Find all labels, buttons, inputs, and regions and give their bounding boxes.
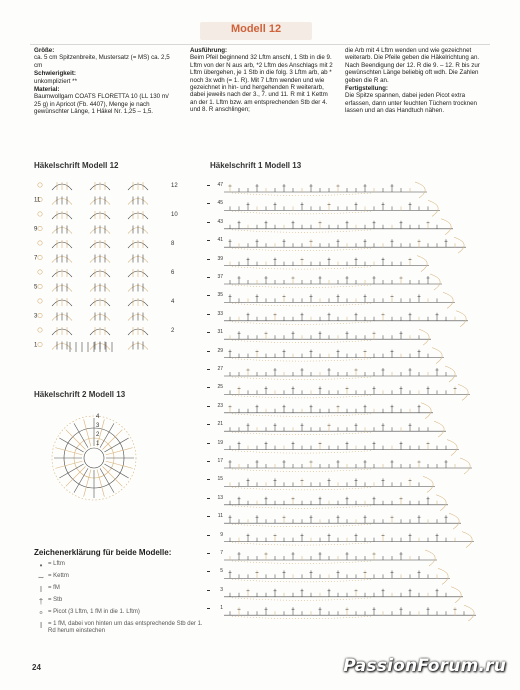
finishing-text: Die Spitze spannen, dabei jeden Picot extra erfassen, dann unter feuchten Tüchern trocknen lassen und an das Handtuch nähen. <box>345 92 477 115</box>
chart3-row-number: 3 <box>209 587 223 593</box>
info-column-right <box>345 47 490 116</box>
chart1-row-number: 12 <box>171 183 178 189</box>
chart3-row-number: 21 <box>209 421 223 427</box>
legend-text: = Kettm <box>48 573 69 579</box>
legend-item <box>34 561 204 570</box>
legend-symbol: • <box>39 561 43 570</box>
legend-symbol: ᵒ <box>39 609 43 618</box>
chart3-row-number: 19 <box>209 440 223 446</box>
legend-item <box>34 609 204 618</box>
chart3-row-number: 31 <box>209 329 223 335</box>
legend-item <box>34 621 204 635</box>
chart1-row-number: 6 <box>171 270 175 276</box>
page-number: 24 <box>32 663 41 672</box>
legend-item <box>34 597 204 606</box>
chart1-row-number: 8 <box>171 241 175 247</box>
finishing-label: Fertigstellung: <box>345 85 388 93</box>
chart3-title: Häkelschrift 1 Modell 13 <box>210 161 302 170</box>
difficulty-label: Schwierigkeit: <box>34 70 76 78</box>
chart3-row-number: 11 <box>209 513 223 519</box>
chart3-row-number: 45 <box>209 200 223 206</box>
continuation-text: die Arb mit 4 Lftm wenden und wie gezeichnet weiterarb. Die Pfeile geben die Häkelrichtung an. Nach Beendigung der 12. R die 9. – 12. R bis zur gewünschten Länge beliebig oft wdh. Die Zahlen geben die R an. <box>345 47 480 84</box>
material-label: Material: <box>34 86 60 94</box>
chart2-round-number: 2 <box>96 432 100 438</box>
size-label: Größe: <box>34 47 55 54</box>
chart2-round-number: 4 <box>96 414 100 420</box>
legend-text: = Lftm <box>48 561 65 567</box>
legend-text: = 1 fM, dabei von hinten um das entsprechende Stb der 1. Rd herum einstechen <box>48 621 203 634</box>
crochet-chart-modell-12 <box>30 172 180 357</box>
chart3-row-numbers <box>209 178 223 618</box>
legend-text: = Stb <box>48 597 63 603</box>
legend-symbol: † <box>38 597 44 606</box>
difficulty-text: unkompliziert ** <box>34 77 77 85</box>
chart3-row-number: 1 <box>209 605 223 611</box>
chart1-title: Häkelschrift Modell 12 <box>34 161 119 170</box>
chart3-row-number: 37 <box>209 274 223 280</box>
material-text: Baumwollgarn COATS FLORETTA 10 (LL 130 m/ 25 g) in Apricot (Fb. 4407), Menge je nach gewünschter Länge, 1 Häkel Nr. 1,25 – 1,5. <box>34 93 169 116</box>
info-column-middle <box>190 47 335 115</box>
chart3-row-number: 13 <box>209 495 223 501</box>
legend-symbol: ∼ <box>37 573 45 582</box>
chart1-row-number: 1 <box>34 342 38 349</box>
chart3-row-number: 43 <box>209 219 223 225</box>
chart3-row-number: 17 <box>209 458 223 464</box>
legend-heading: Zeichenerklärung für beide Modelle: <box>34 548 172 557</box>
chart3-row-number: 25 <box>209 384 223 390</box>
chart2-round-number: 3 <box>96 423 100 429</box>
site-watermark: PassionForum.ru <box>343 656 506 676</box>
crochet-chart-modell-13-round <box>34 400 164 510</box>
legend-text: = Picot (3 Lftm, 1 fM in die 1. Lftm) <box>48 609 140 615</box>
chart1-row-number: 3 <box>34 313 38 320</box>
title-banner <box>200 22 312 40</box>
chart3-row-number: 15 <box>209 476 223 482</box>
legend-item <box>34 573 204 582</box>
header-divider <box>30 44 490 45</box>
chart3-row-number: 35 <box>209 292 223 298</box>
chart1-row-number: 4 <box>171 299 175 305</box>
chart1-row-number: 10 <box>171 212 178 218</box>
page-title: Modell 12 <box>230 23 282 35</box>
chart3-row-number: 33 <box>209 311 223 317</box>
chart1-row-number: 9 <box>34 226 38 233</box>
chart3-row-number: 41 <box>209 237 223 243</box>
chart3-row-number: 47 <box>209 182 223 188</box>
size-text: ca. 5 cm Spitzenbreite, Mustersatz (= MS) ca. 2,5 cm <box>34 54 170 69</box>
chart1-row-number: 11 <box>34 197 41 204</box>
symbol-legend <box>34 548 204 638</box>
chart1-row-number: 2 <box>171 328 175 334</box>
info-column-left <box>34 47 174 117</box>
chart3-row-number: 29 <box>209 348 223 354</box>
chart3-row-number: 23 <box>209 403 223 409</box>
legend-text: = fM <box>48 585 60 591</box>
chart1-row-number: 7 <box>34 255 38 262</box>
crochet-chart-modell-13-band <box>222 176 492 621</box>
chart3-row-number: 27 <box>209 366 223 372</box>
chart2-title: Häkelschrift 2 Modell 13 <box>34 390 126 399</box>
chart3-row-number: 5 <box>209 568 223 574</box>
legend-symbol: Ⅰ <box>39 621 43 630</box>
execution-label: Ausführung: <box>190 47 228 54</box>
execution-text: Beim Pfeil beginnend 32 Lftm anschl, 1 Stb in die 9. Lftm von der N aus arb, *2 Lftm des Anschlags mit 2 Lftm übergehen, je 1 Stb in die folg. 3 Lftm arb, ab * noch 3x wdh (= 1. R). Mit 7 Lftm wenden und wie gezeichnet in hin- und hergehenden R weiterarb, dabei jeweils nach der 3., 7. und 11. R mit 1 Kettm an der 1. Lftm bzw. am entsprechenden Stb der 4. und 8. R anschlingen; <box>190 54 333 114</box>
chart3-row-number: 39 <box>209 256 223 262</box>
chart3-row-number: 9 <box>209 532 223 538</box>
chart2-round-number: 1 <box>96 441 100 447</box>
legend-symbol: I <box>39 585 43 594</box>
chart3-row-number: 7 <box>209 550 223 556</box>
legend-item <box>34 585 204 594</box>
chart1-row-number: 5 <box>34 284 38 291</box>
